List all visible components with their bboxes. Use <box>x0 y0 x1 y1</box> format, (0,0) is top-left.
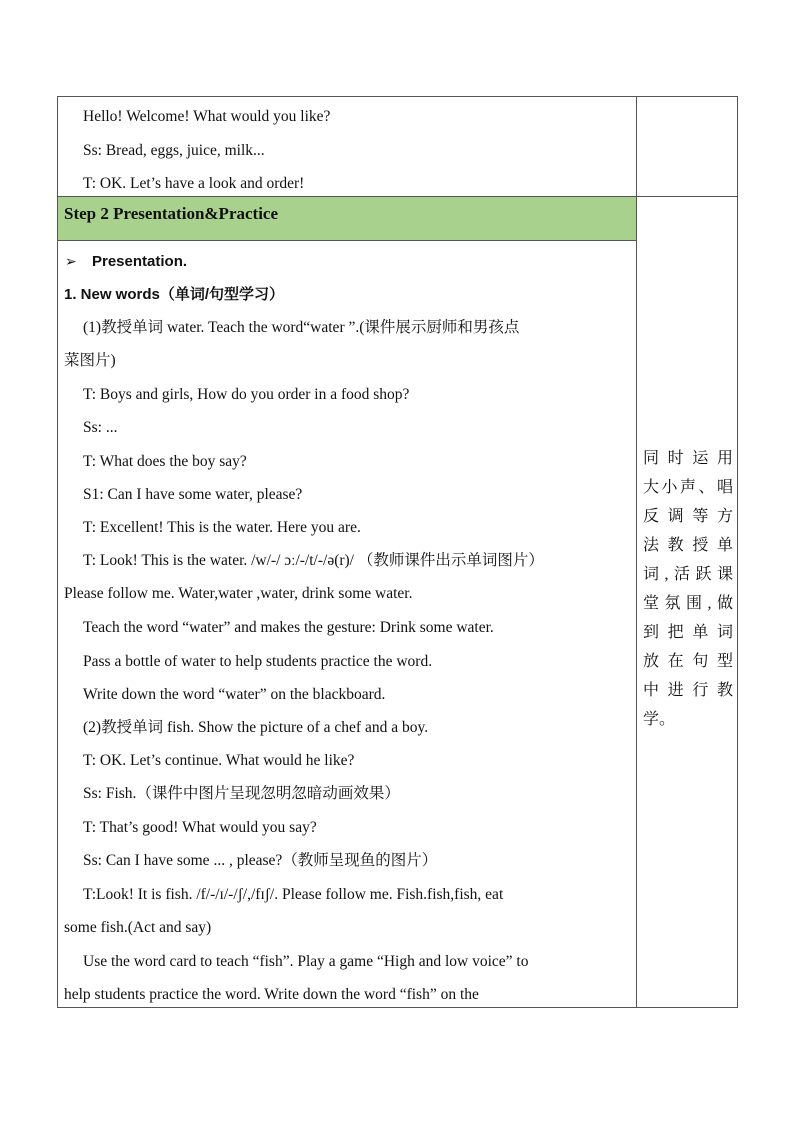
presentation-heading: Presentation. <box>92 253 188 270</box>
body-line: help students practice the word. Write down the word “fish” on the <box>64 986 479 1003</box>
body-line: T: That’s good! What would you say? <box>83 819 317 836</box>
note-line: 法教授单 <box>643 537 733 554</box>
body-line: Ss: ... <box>83 419 118 436</box>
body-line: T: Boys and girls, How do you order in a food shop? <box>83 386 410 403</box>
note-line: 词,活跃课 <box>643 566 733 583</box>
intro-line: T: OK. Let’s have a look and order! <box>83 175 305 192</box>
note-line: 放在句型 <box>643 653 733 670</box>
note-line: 同时运用 <box>643 450 733 467</box>
column-divider <box>636 96 637 1008</box>
body-line: S1: Can I have some water, please? <box>83 486 303 503</box>
body-line: Write down the word “water” on the blackboard. <box>83 686 386 703</box>
note-line: 中进行教 <box>643 682 733 699</box>
body-line: 菜图片) <box>64 352 116 369</box>
note-line: 反调等方 <box>643 508 733 525</box>
new-words-heading: 1. New words（单词/句型学习） <box>64 286 285 303</box>
body-line: Pass a bottle of water to help students practice the word. <box>83 653 433 670</box>
lesson-table <box>57 96 738 1008</box>
body-line: some fish.(Act and say) <box>64 919 212 936</box>
step-divider <box>57 240 637 241</box>
body-line: Ss: Can I have some ... , please?（教师呈现鱼的图片） <box>83 852 438 869</box>
body-line: (1)教授单词 water. Teach the word“water ”.(课件展示厨师和男孩点 <box>83 319 520 336</box>
body-line: T: OK. Let’s continue. What would he like? <box>83 752 355 769</box>
arrow-bullet-icon: ➢ <box>65 255 77 270</box>
body-line: T: Excellent! This is the water. Here you are. <box>83 519 361 536</box>
note-line: 堂氛围,做 <box>643 595 733 612</box>
note-line: 大小声、唱 <box>643 479 733 496</box>
intro-line: Hello! Welcome! What would you like? <box>83 108 331 125</box>
body-line: T: What does the boy say? <box>83 453 247 470</box>
intro-line: Ss: Bread, eggs, juice, milk... <box>83 142 265 159</box>
body-line: T: Look! This is the water. /w/-/ ɔː/-/t/-/ə(r)/ （教师课件出示单词图片） <box>83 552 544 569</box>
row-divider <box>57 196 738 197</box>
note-line: 到把单词 <box>643 624 733 641</box>
body-line: Ss: Fish.（课件中图片呈现忽明忽暗动画效果） <box>83 785 400 802</box>
body-line: Teach the word “water” and makes the gesture: Drink some water. <box>83 619 494 636</box>
body-line: Please follow me. Water,water ,water, drink some water. <box>64 585 413 602</box>
body-line: T:Look! It is fish. /f/-/ɪ/-/ʃ/,/fɪʃ/. Please follow me. Fish.fish,fish, eat <box>83 886 504 903</box>
body-line: Use the word card to teach “fish”. Play a game “High and low voice” to <box>83 953 529 970</box>
body-line: (2)教授单词 fish. Show the picture of a chef and a boy. <box>83 719 429 736</box>
step-title: Step 2 Presentation&Practice <box>64 204 279 223</box>
note-line: 学。 <box>643 711 676 728</box>
